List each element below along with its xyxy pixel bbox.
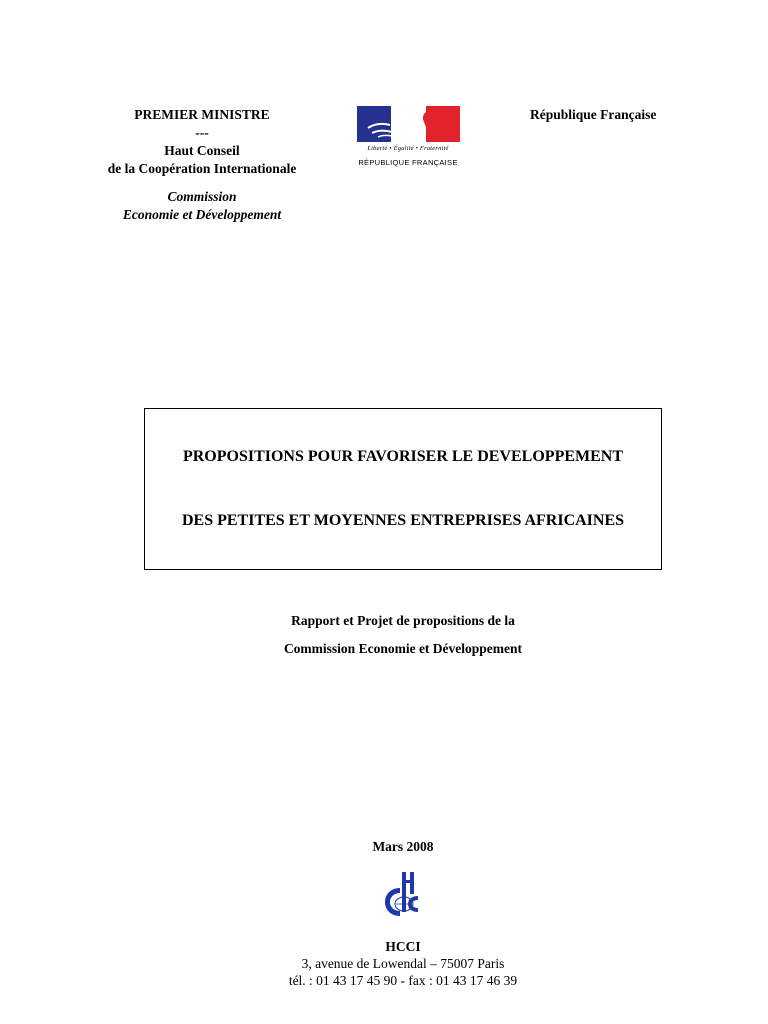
separator-dashes: --- bbox=[195, 125, 209, 140]
subtitle-line-2: Commission Economie et Développement bbox=[283, 641, 523, 656]
header-left-block bbox=[82, 106, 322, 224]
marianne-republique-label: RÉPUBLIQUE FRANÇAISE bbox=[358, 158, 458, 167]
commission-name: Economie et Développement bbox=[122, 207, 282, 222]
title-line-1: PROPOSITIONS POUR FAVORISER LE DEVELOPPEMENT bbox=[182, 448, 624, 465]
marianne-flag-icon bbox=[352, 106, 464, 144]
commission-block bbox=[82, 188, 322, 224]
title-box bbox=[144, 408, 662, 570]
marianne-motto: Liberté • Égalité • Fraternité bbox=[367, 145, 449, 152]
report-date: Mars 2008 bbox=[372, 839, 434, 854]
republique-francaise-label: République Française bbox=[530, 107, 657, 122]
title-line-2: DES PETITES ET MOYENNES ENTREPRISES AFRICAINES bbox=[181, 512, 625, 529]
footer-contact: tél. : 01 43 17 45 90 - fax : 01 43 17 46 39 bbox=[288, 973, 518, 988]
cooperation-label: de la Coopération Internationale bbox=[107, 161, 297, 176]
footer-org-name: HCCI bbox=[385, 939, 421, 954]
subtitle-line-1: Rapport et Projet de propositions de la bbox=[291, 613, 515, 628]
premier-ministre-label: PREMIER MINISTRE bbox=[134, 107, 270, 122]
haut-conseil-label: Haut Conseil bbox=[164, 143, 240, 158]
footer-address: 3, avenue de Lowendal – 75007 Paris bbox=[301, 956, 505, 971]
commission-label: Commission bbox=[167, 189, 237, 204]
marianne-logo bbox=[352, 106, 464, 172]
footer-block bbox=[0, 938, 768, 989]
hcci-logo-icon bbox=[382, 870, 422, 918]
